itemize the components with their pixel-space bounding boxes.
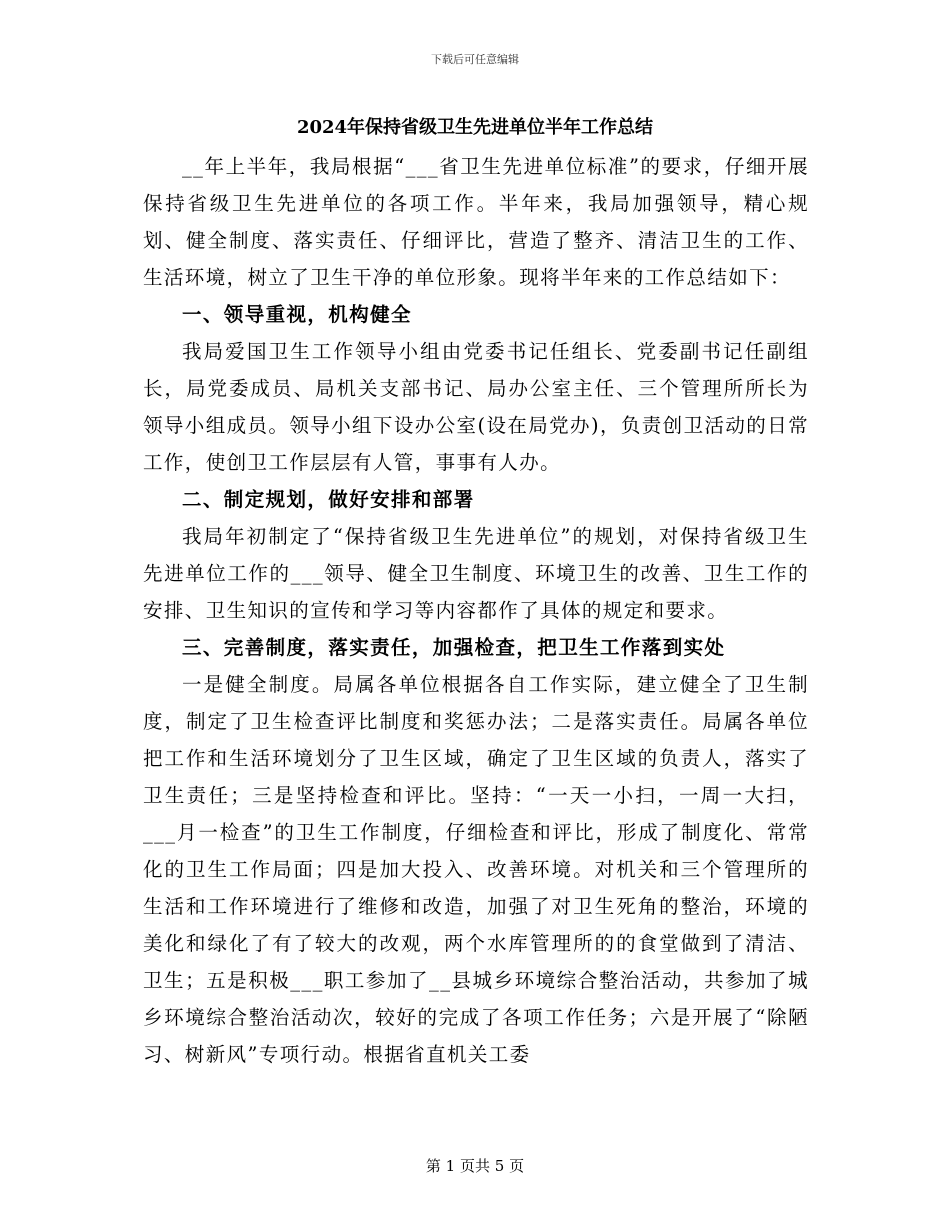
section-body-1: 我局爱国卫生工作领导小组由党委书记任组长、党委副书记任副组长，局党委成员、局机关支部书记、局办公室主任、三个管理所所长为领导小组成员。领导小组下设办公室(设在局党办)，负责创卫活动的日常工作，使创卫工作层层有人管，事事有人办。 [143, 340, 809, 474]
section-heading-2: 二、制定规划，做好安排和部署 [182, 488, 475, 511]
document-body [143, 148, 809, 1073]
section-heading-1: 一、领导重视，机构健全 [182, 303, 412, 326]
section-heading-3: 三、完善制度，落实责任，加强检查，把卫生工作落到实处 [182, 636, 726, 659]
document-title: 2024年保持省级卫生先进单位半年工作总结 [296, 117, 654, 138]
page-header-note: 下载后可任意编辑 [431, 53, 519, 66]
section-body-3: 一是健全制度。局属各单位根据各自工作实际，建立健全了卫生制度，制定了卫生检查评比制度和奖惩办法；二是落实责任。局属各单位把工作和生活环境划分了卫生区域，确定了卫生区域的负责人，落实了卫生责任；三是坚持检查和评比。坚持：“一天一小扫，一周一大扫，___月一检查”的卫生工作制度，仔细检查和评比，形成了制度化、常常化的卫生工作局面；四是加大投入、改善环境。对机关和三个管理所的生活和工作环境进行了维修和改造，加强了对卫生死角的整治，环境的美化和绿化了有了较大的改观，两个水库管理所的的食堂做到了清洁、卫生；五是积极___职工参加了__县城乡环境综合整治活动，共参加了城乡环境综合整治活动次，较好的完成了各项工作任务；六是开展了“除陋习、树新风”专项行动。根据省直机关工委 [143, 673, 809, 1066]
page-number: 第 1 页共 5 页 [425, 1157, 525, 1175]
intro-paragraph: __年上半年，我局根据“___省卫生先进单位标准”的要求，仔细开展保持省级卫生先进单位的各项工作。半年来，我局加强领导，精心规划、健全制度、落实责任、仔细评比，营造了整齐、清洁卫生的工作、生活环境，树立了卫生干净的单位形象。现将半年来的工作总结如下： [143, 155, 809, 289]
section-body-2: 我局年初制定了“保持省级卫生先进单位”的规划，对保持省级卫生先进单位工作的___领导、健全卫生制度、环境卫生的改善、卫生工作的安排、卫生知识的宣传和学习等内容都作了具体的规定和要求。 [143, 525, 809, 622]
